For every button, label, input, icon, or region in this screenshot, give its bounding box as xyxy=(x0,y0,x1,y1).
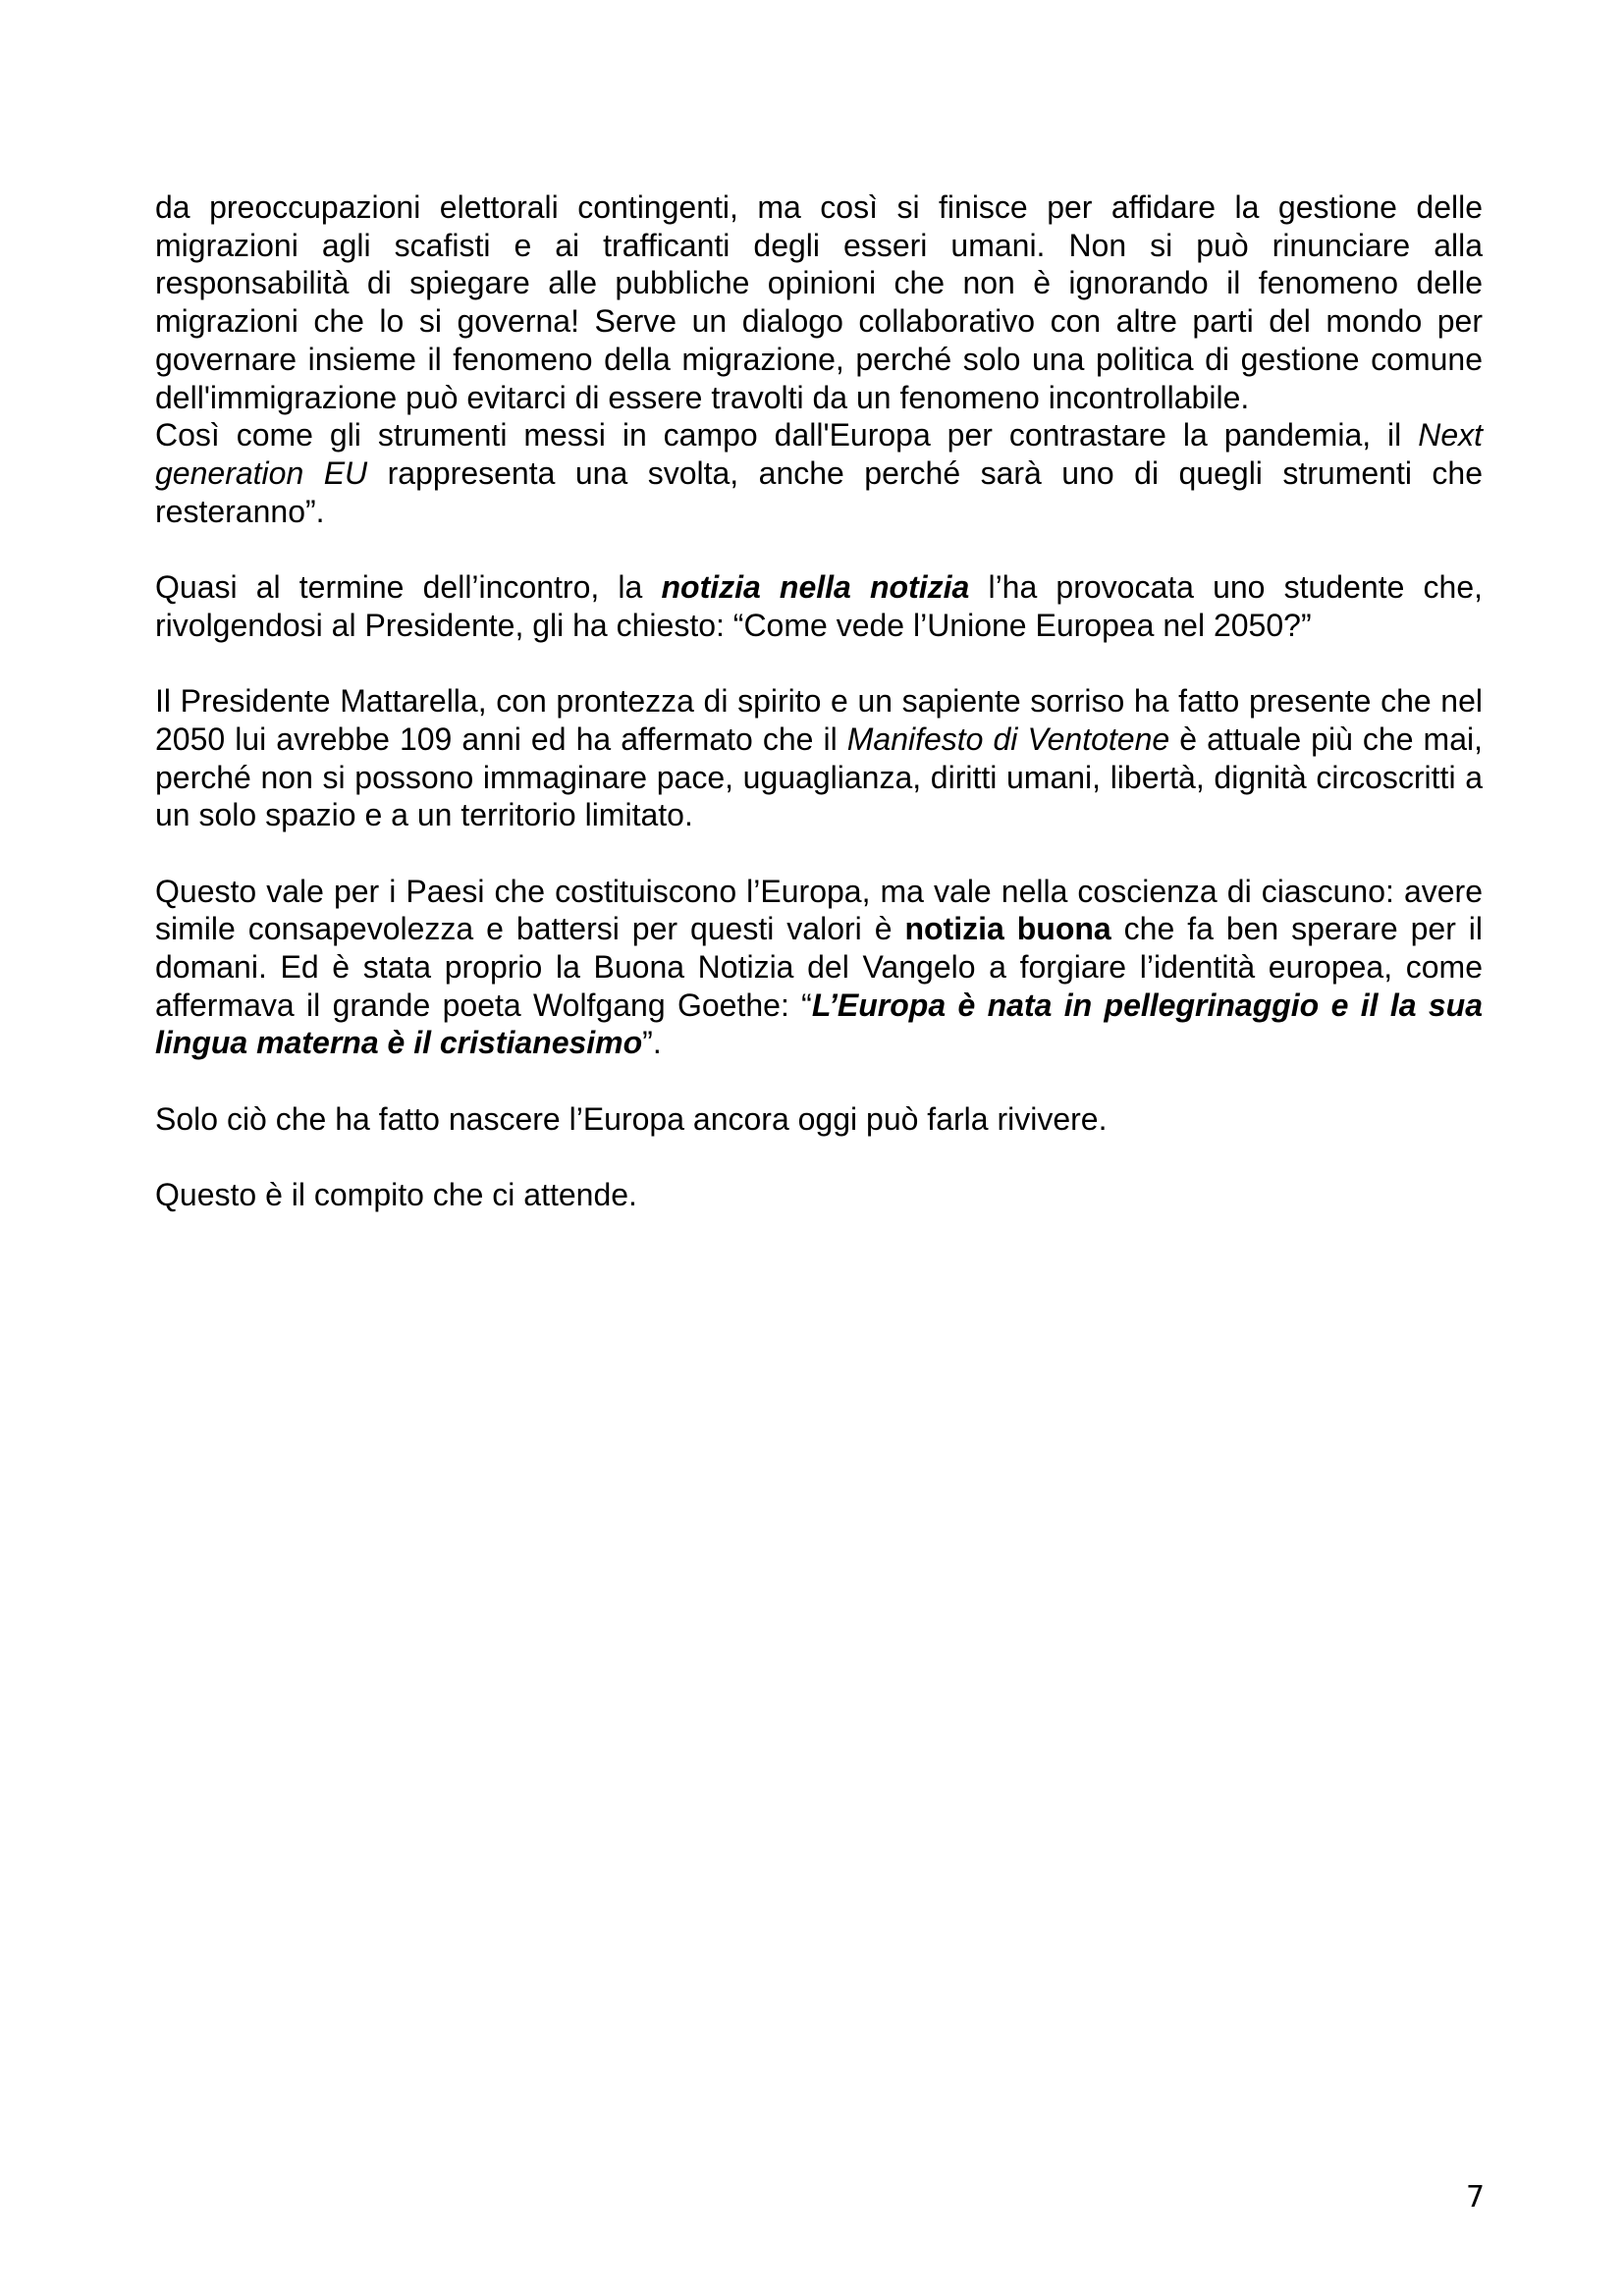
paragraph-closing xyxy=(155,1176,1483,1214)
paragraph-text: Questo è il compito che ci attende. xyxy=(155,1177,637,1213)
bold-emphasis: notizia buona xyxy=(904,911,1111,947)
text-run: l’ha provocata uno studente che, rivolgendosi al Presidente, gli ha chiesto: “Come vede l’Unione Europea nel 2050?” xyxy=(155,569,1484,643)
paragraph-migration xyxy=(155,188,1483,416)
goethe-quotation: L’Europa è nata in pellegrinaggio e il la sua lingua materna è il cristianesimo xyxy=(155,987,1483,1061)
text-run: che fa ben sperare per il domani. Ed è stata proprio la Buona Notizia del Vangelo a forgiare l’identità europea, come affermava il grande poeta Wolfgang Goethe: “ xyxy=(155,911,1484,1023)
bold-italic-emphasis: notizia nella notizia xyxy=(661,569,970,606)
paragraph-mattarella-answer xyxy=(155,682,1483,834)
text-run: Il Presidente Mattarella, con prontezza di spirito e un sapiente sorriso ha fatto presente che nel 2050 lui avrebbe 109 anni ed ha affermato che il xyxy=(155,683,1483,757)
paragraph-student-question xyxy=(155,568,1483,644)
italic-term: Manifesto di Ventotene xyxy=(846,721,1170,757)
document-body xyxy=(155,188,1483,1253)
paragraph-next-generation-eu xyxy=(155,416,1483,530)
text-run: rappresenta una svolta, anche perché sarà uno di quegli strumenti che resteranno”. xyxy=(155,454,1484,529)
text-run: Quasi al termine dell’incontro, la xyxy=(155,569,662,606)
text-run: Questo vale per i Paesi che costituiscono l’Europa, ma vale nella coscienza di ciascuno: avere simile consapevolezza e battersi per questi valori è xyxy=(155,873,1483,947)
paragraph-text: da preoccupazioni elettorali contingenti, ma così si finisce per affidare la gestione delle migrazioni agli scafisti e ai trafficanti degli esseri umani. Non si può rinunciare alla responsabilità di spiegare alle pubbliche opinioni che non è ignorando il fenomeno delle migrazioni che lo si governa! Serve un dialogo collaborativo con altre parti del mondo per governare insieme il fenomeno della migrazione, perché solo una politica di gestione comune dell'immigrazione può evitarci di essere travolti da un fenomeno incontrollabile. xyxy=(155,189,1483,415)
paragraph-rebirth xyxy=(155,1100,1483,1139)
italic-term: Next generation EU xyxy=(155,417,1483,491)
paragraph-goethe-quote xyxy=(155,873,1483,1063)
text-run: ”. xyxy=(642,1025,662,1061)
text-run: è attuale più che mai, perché non si possono immaginare pace, uguaglianza, diritti umani, libertà, dignità circoscritti a un solo spazio e a un territorio limitato. xyxy=(155,721,1484,833)
paragraph-text: Solo ciò che ha fatto nascere l’Europa ancora oggi può farla rivivere. xyxy=(155,1100,1108,1137)
page-number: 7 xyxy=(1466,2180,1486,2215)
text-run: Così come gli strumenti messi in campo dall'Europa per contrastare la pandemia, il xyxy=(155,417,1419,454)
